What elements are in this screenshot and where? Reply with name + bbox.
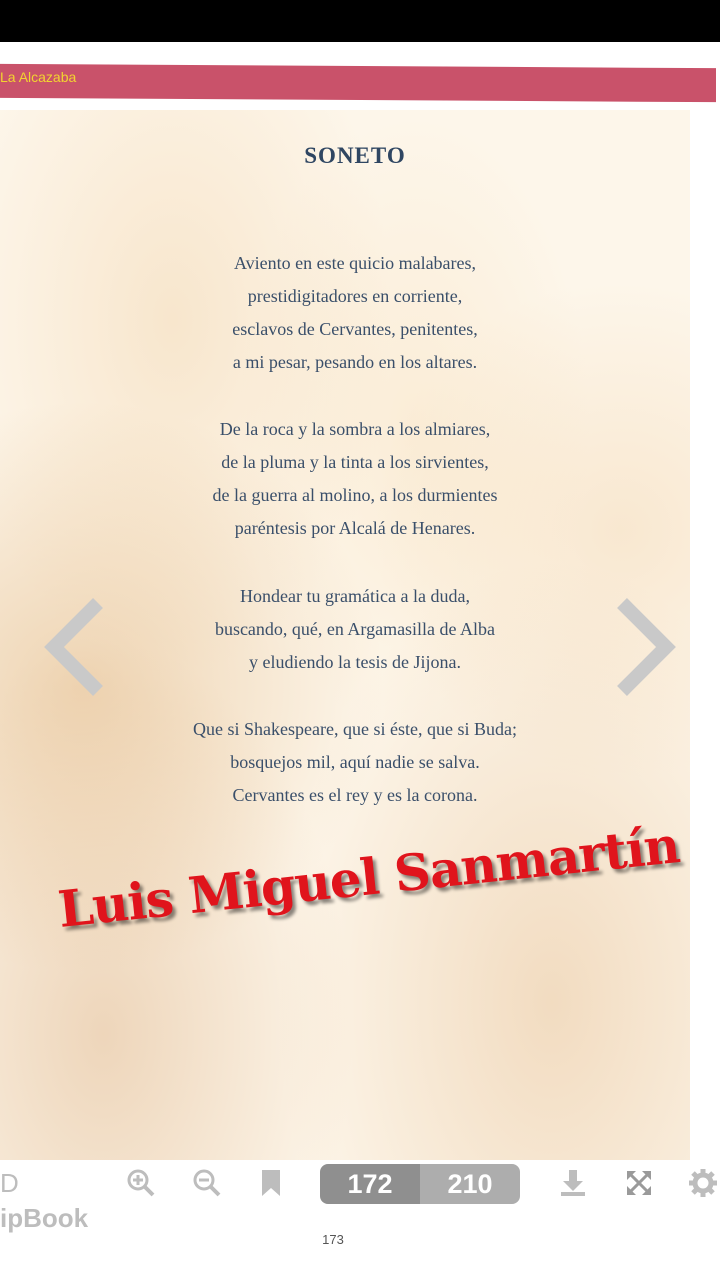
header-band: [0, 64, 716, 102]
author-signature: Luis Miguel Sanmartín: [55, 815, 682, 939]
chevron-left-icon: [40, 595, 110, 700]
download-icon: [558, 1168, 588, 1198]
poem-line: de la pluma y la tinta a los sirvientes,: [221, 452, 489, 472]
prev-page-button[interactable]: [40, 595, 110, 700]
zoom-out-button[interactable]: [190, 1166, 224, 1200]
poem-line: y eludiendo la tesis de Jijona.: [249, 652, 461, 672]
bookmark-button[interactable]: [254, 1166, 288, 1200]
brand-icon-fragment: D: [0, 1168, 19, 1198]
current-page[interactable]: 172: [320, 1164, 420, 1204]
poem-line: Hondear tu gramática a la duda,: [240, 586, 470, 606]
fullscreen-icon: [625, 1169, 653, 1197]
gear-icon: [688, 1168, 718, 1198]
poem-line: prestidigitadores en corriente,: [247, 286, 463, 306]
page-counter[interactable]: [320, 1164, 520, 1204]
zoom-out-icon: [192, 1168, 222, 1198]
poem-line: De la roca y la sombra a los almiares,: [219, 419, 491, 439]
stanza-4: [0, 713, 710, 812]
fullscreen-button[interactable]: [622, 1166, 656, 1200]
poem-line: buscando, qué, en Argamasilla de Alba: [214, 619, 496, 639]
poem-line: paréntesis por Alcalá de Henares.: [234, 518, 476, 538]
stanza-1: [0, 247, 710, 379]
poem-line: Cervantes es el rey y es la corona.: [232, 785, 478, 805]
settings-button[interactable]: [686, 1166, 720, 1200]
stanza-2: [0, 413, 710, 545]
download-button[interactable]: [556, 1166, 590, 1200]
poem-line: bosquejos mil, aquí nadie se salva.: [230, 752, 480, 772]
poem-line: a mi pesar, pesando en los altares.: [232, 352, 478, 372]
poem-line: Aviento en este quicio malabares,: [233, 253, 477, 273]
zoom-in-icon: [126, 1168, 156, 1198]
poem-title: SONETO: [304, 143, 406, 168]
poem-line: Que si Shakespeare, que si éste, que si Buda;: [193, 719, 517, 739]
poem-line: esclavos de Cervantes, penitentes,: [232, 319, 478, 339]
brand-logo: ipBook: [0, 1203, 89, 1233]
page-number: 173: [322, 1232, 344, 1247]
total-pages: 210: [420, 1164, 520, 1204]
next-page-button[interactable]: [610, 595, 680, 700]
zoom-in-button[interactable]: [124, 1166, 158, 1200]
poem-line: de la guerra al molino, a los durmientes: [212, 485, 498, 505]
bookmark-icon: [259, 1169, 283, 1197]
header-title: La Alcazaba: [0, 69, 77, 85]
device-top-bar: [0, 0, 720, 42]
chevron-right-icon: [610, 595, 680, 700]
